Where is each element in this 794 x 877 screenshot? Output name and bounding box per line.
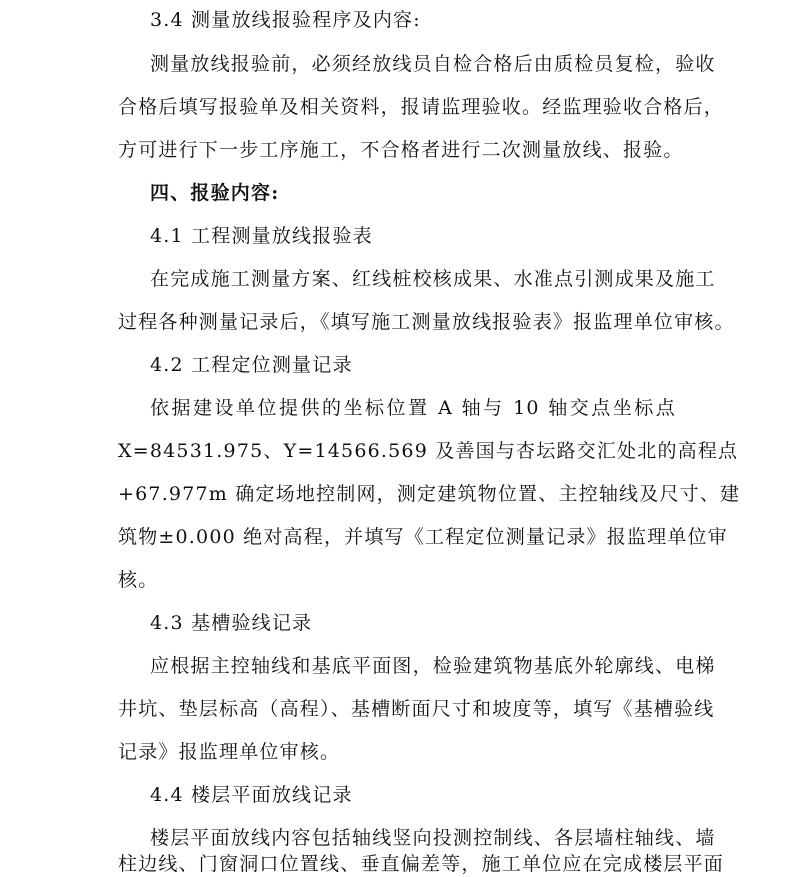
- heading-4-4: 4.4 楼层平面放线记录: [150, 784, 353, 806]
- paragraph-line: 核。: [118, 569, 159, 591]
- paragraph-line: 柱边线、门窗洞口位置线、垂直偏差等，施工单位应在完成楼层平面: [118, 853, 725, 875]
- paragraph-line: 楼层平面放线内容包括轴线竖向投测控制线、各层墙柱轴线、墙: [150, 827, 716, 849]
- paragraph-line: 记录》报监理单位审核。: [118, 741, 341, 763]
- paragraph-line: +67.977m 确定场地控制网，测定建筑物位置、主控轴线及尺寸、建: [118, 483, 741, 505]
- paragraph-line: 方可进行下一步工序施工，不合格者进行二次测量放线、报验。: [118, 139, 684, 161]
- heading-3-4: 3.4 测量放线报验程序及内容:: [150, 9, 421, 31]
- heading-4-1: 4.1 工程测量放线报验表: [150, 225, 373, 247]
- paragraph-line: X=84531.975、Y=14566.569 及善国与杏坛路交汇处北的高程点: [118, 440, 739, 462]
- heading-4-2: 4.2 工程定位测量记录: [150, 354, 353, 376]
- heading-4: 四、报验内容:: [150, 182, 280, 204]
- paragraph-line: 依据建设单位提供的坐标位置 A 轴与 10 轴交点坐标点: [150, 397, 676, 419]
- paragraph-line: 应根据主控轴线和基底平面图，检验建筑物基底外轮廓线、电梯: [150, 655, 716, 677]
- paragraph-line: 井坑、垫层标高（高程）、基槽断面尺寸和坡度等，填写《基槽验线: [118, 698, 715, 720]
- paragraph-line: 过程各种测量记录后，《填写施工测量放线报验表》报监理单位审核。: [118, 311, 735, 333]
- paragraph-line: 合格后填写报验单及相关资料，报请监理验收。经监理验收合格后，: [118, 96, 725, 118]
- paragraph-line: 在完成施工测量方案、红线桩校核成果、水准点引测成果及施工: [150, 268, 716, 290]
- heading-4-3: 4.3 基槽验线记录: [150, 612, 313, 634]
- paragraph-line: 筑物±0.000 绝对高程，并填写《工程定位测量记录》报监理单位审: [118, 526, 728, 548]
- paragraph-line: 测量放线报验前，必须经放线员自检合格后由质检员复检，验收: [150, 53, 716, 75]
